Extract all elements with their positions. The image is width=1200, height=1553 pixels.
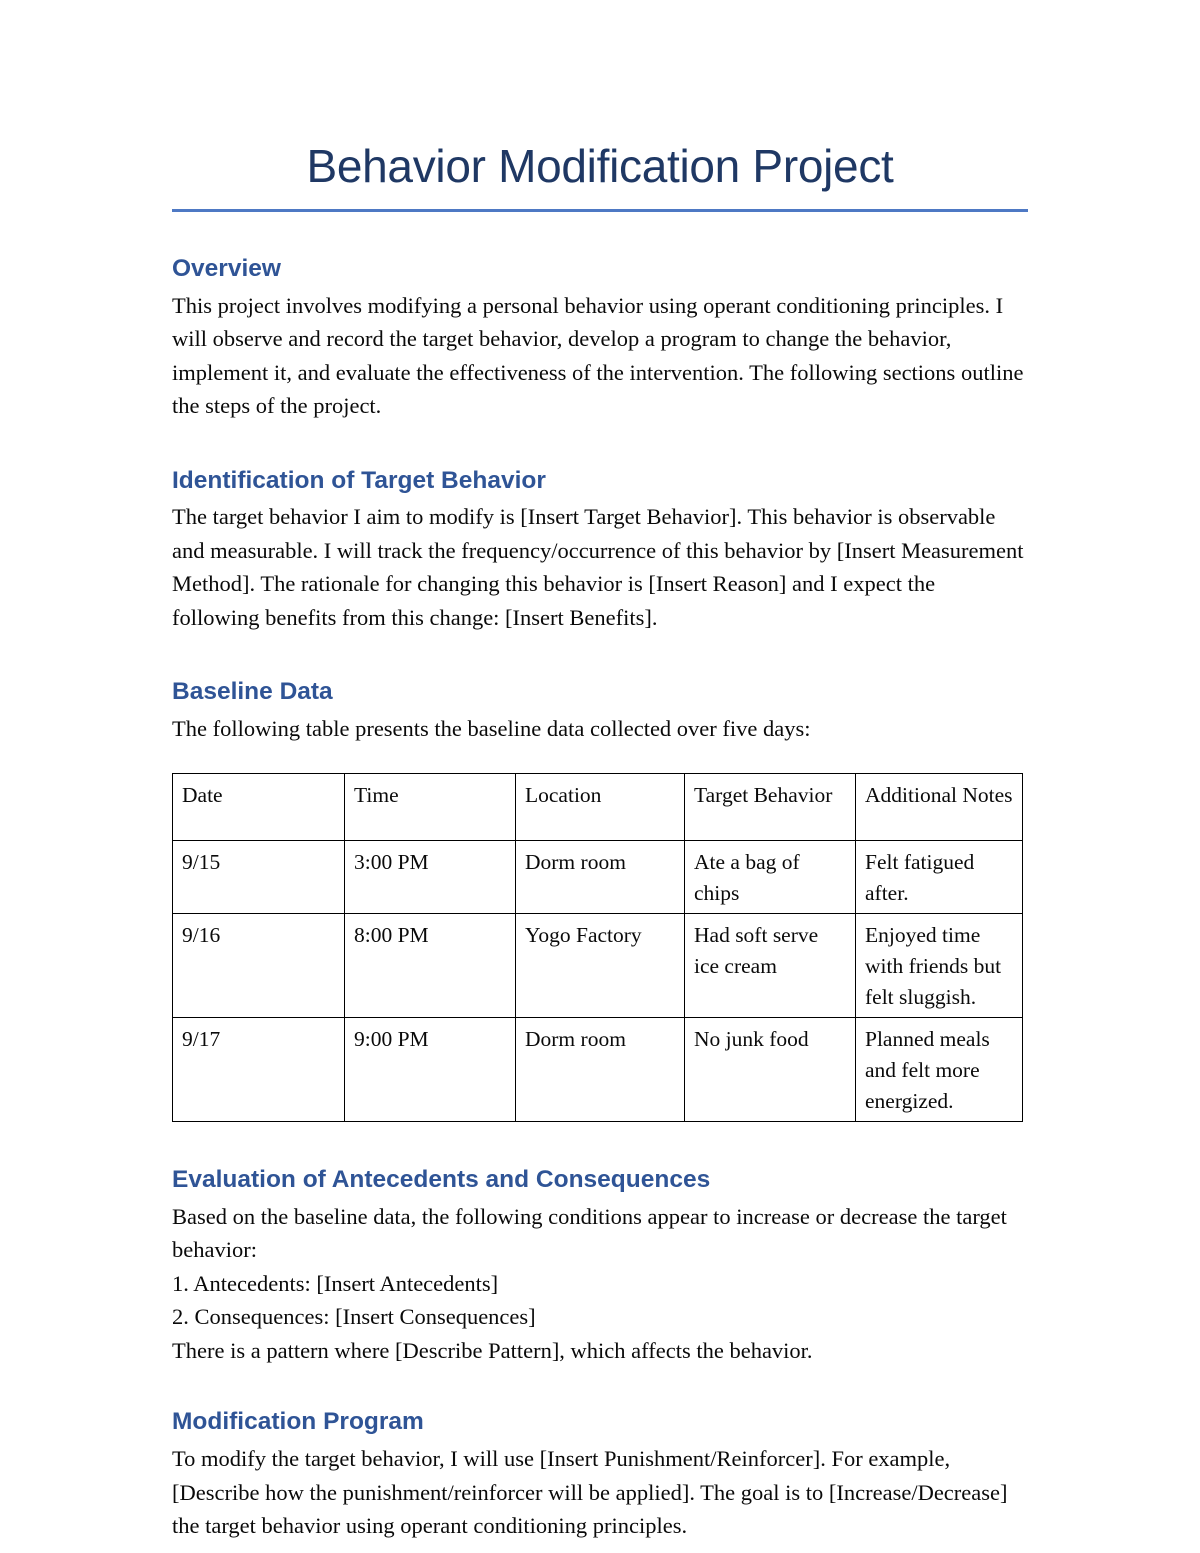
cell-location: Dorm room (516, 840, 685, 913)
spacer (172, 1122, 1028, 1165)
column-header-time: Time (345, 773, 516, 840)
section-overview (172, 254, 1028, 423)
spacer (172, 1367, 1028, 1407)
cell-additional-notes: Planned meals and felt more energized. (856, 1017, 1023, 1121)
column-header-location: Location (516, 773, 685, 840)
baseline-data-table (172, 773, 1023, 1122)
page-title: Behavior Modification Project (306, 140, 894, 192)
cell-location: Dorm room (516, 1017, 685, 1121)
cell-location: Yogo Factory (516, 913, 685, 1017)
paragraph-modification: To modify the target behavior, I will use [Insert Punishment/Reinforcer]. For example, [Describe how the punishment/reinforcer will be applied]. The goal is to [Increase/Decrease] the target behavior using operant conditioning principles. (172, 1446, 1008, 1539)
paragraph-identification: The target behavior I aim to modify is [Insert Target Behavior]. This behavior is observable and measurable. I will track the frequency/occurrence of this behavior by [Insert Measurement Method]. The rationale for changing this behavior is [Insert Reason] and I expect the following benefits from this change: [Insert Benefits]. (172, 504, 1024, 630)
cell-target-behavior: Ate a bag of chips (685, 840, 856, 913)
section-baseline (172, 677, 1028, 1121)
heading-overview: Overview (172, 254, 281, 282)
cell-date: 9/15 (173, 840, 345, 913)
spacer (172, 423, 1028, 466)
paragraph-evaluation: Based on the baseline data, the following conditions appear to increase or decrease the target behavior: (172, 1203, 1007, 1263)
table-row (173, 840, 1023, 913)
paragraph-baseline-intro: The following table presents the baseline data collected over five days: (172, 716, 811, 742)
cell-target-behavior: No junk food (685, 1017, 856, 1121)
cell-time: 3:00 PM (345, 840, 516, 913)
list-item-antecedents: 1. Antecedents: [Insert Antecedents] (172, 1270, 499, 1296)
column-header-additional-notes: Additional Notes (856, 773, 1023, 840)
table-header-row (173, 773, 1023, 840)
cell-target-behavior: Had soft serve ice cream (685, 913, 856, 1017)
list-item-consequences: 2. Consequences: [Insert Consequences] (172, 1304, 536, 1330)
spacer (172, 212, 1028, 254)
heading-evaluation: Evaluation of Antecedents and Consequences (172, 1165, 711, 1193)
table-row (173, 1017, 1023, 1121)
cell-additional-notes: Felt fatigued after. (856, 840, 1023, 913)
heading-identification: Identification of Target Behavior (172, 466, 546, 494)
cell-time: 9:00 PM (345, 1017, 516, 1121)
heading-baseline: Baseline Data (172, 678, 333, 706)
section-modification (172, 1407, 1028, 1542)
column-header-date: Date (173, 773, 345, 840)
table-row (173, 913, 1023, 1017)
column-header-target-behavior: Target Behavior (685, 773, 856, 840)
cell-additional-notes: Enjoyed time with friends but felt sluggish. (856, 913, 1023, 1017)
heading-modification: Modification Program (172, 1408, 424, 1436)
spacer (172, 634, 1028, 677)
section-identification (172, 466, 1028, 635)
section-evaluation (172, 1165, 1028, 1367)
paragraph-evaluation-closing: There is a pattern where [Describe Pattern], which affects the behavior. (172, 1337, 813, 1363)
paragraph-overview: This project involves modifying a personal behavior using operant conditioning principles. I will observe and record the target behavior, develop a program to change the behavior, implement it, and evaluate the effectiveness of the intervention. The following sections outline the steps of the project. (172, 292, 1024, 419)
cell-date: 9/16 (173, 913, 345, 1017)
cell-time: 8:00 PM (345, 913, 516, 1017)
cell-date: 9/17 (173, 1017, 345, 1121)
